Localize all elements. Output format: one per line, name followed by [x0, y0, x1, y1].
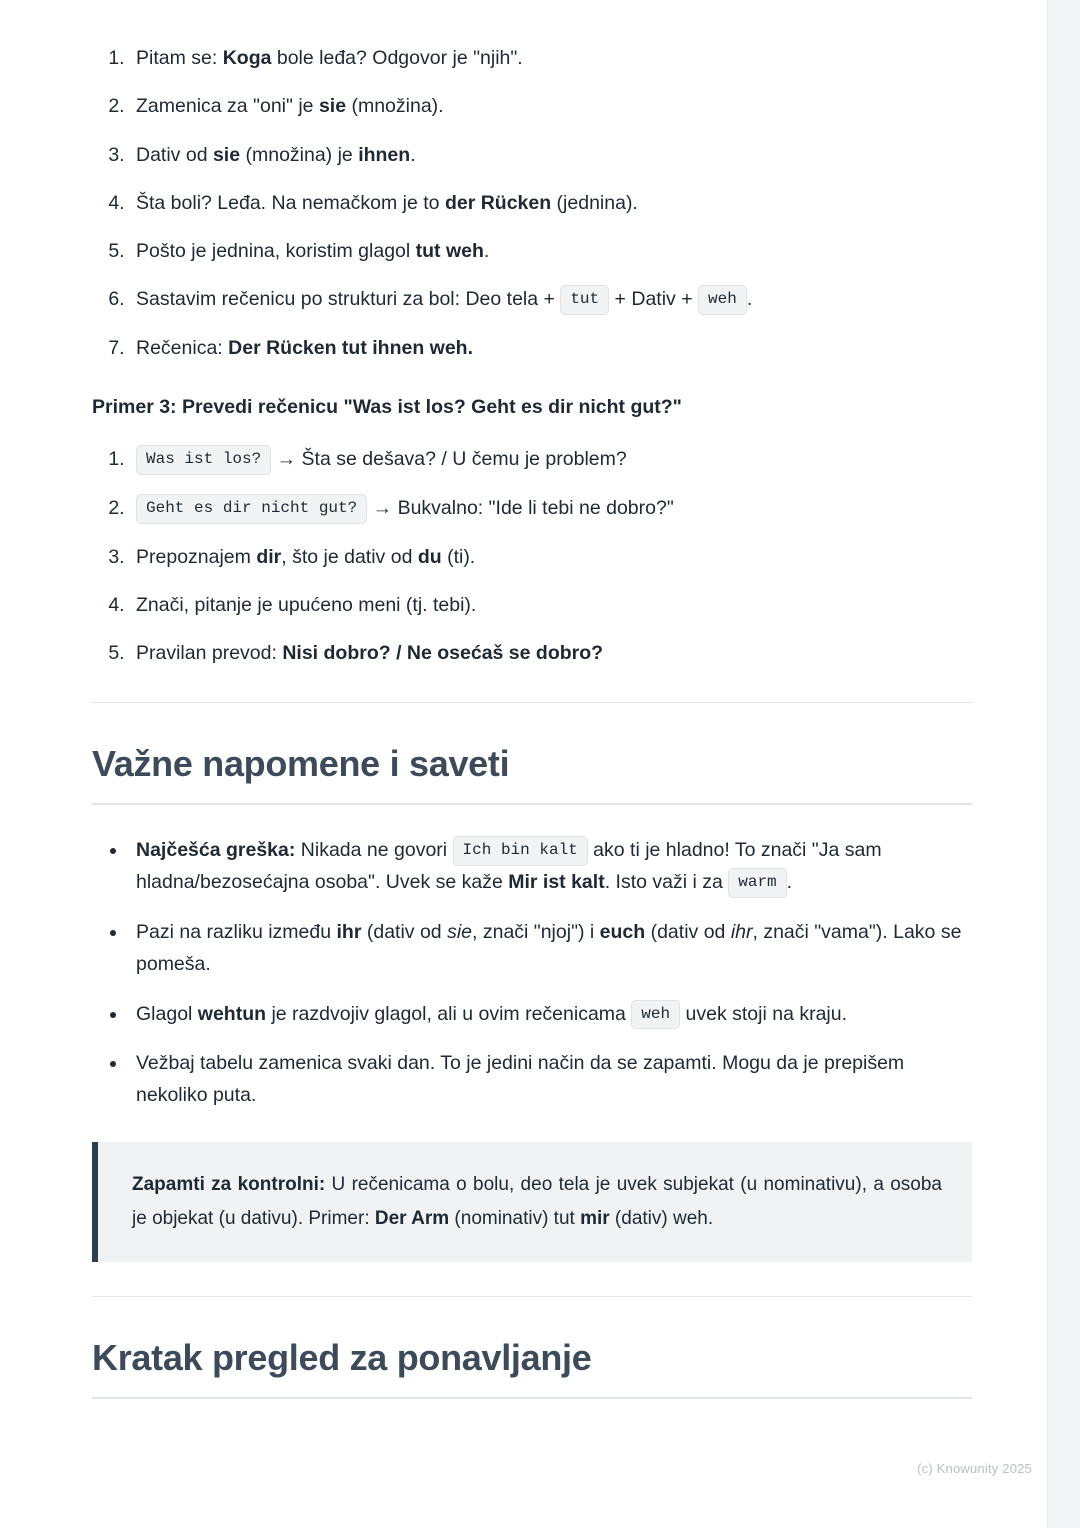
list-item: 2. Geht es dir nicht gut? → Bukvalno: "Ide li tebi ne dobro?": [130, 494, 972, 524]
list-item: 1. Was ist los? → Šta se dešava? / U čemu je problem?: [130, 445, 972, 475]
list-item: 3. Prepoznajem dir, što je dativ od du (ti).: [130, 543, 972, 572]
list-item: 4. Šta boli? Leđa. Na nemačkom je to der Rücken (jednina).: [130, 189, 972, 218]
list-item: 3. Dativ od sie (množina) je ihnen.: [130, 141, 972, 170]
example-3-heading: Primer 3: Prevedi rečenicu "Was ist los? Geht es dir nicht gut?": [92, 396, 682, 419]
steps-list-example-3: [92, 445, 972, 668]
callout-remember: Zapamti za kontrolni: U rečenicama o bolu, deo tela je uvek subjekat (u nominativu), a osoba je objekat (u dativu). Primer: Der Arm (nominativ) tut mir (dativ) weh.: [92, 1142, 972, 1262]
list-item: 5. Pošto je jednina, koristim glagol tut weh.: [130, 237, 972, 266]
section-divider: [92, 702, 972, 703]
scrollbar-track[interactable]: [1047, 0, 1080, 1528]
list-item: • Vežbaj tabelu zamenica svaki dan. To je jedini način da se zapamti. Mogu da je prepišem nekoliko puta.: [128, 1048, 972, 1112]
copyright-footer: (c) Knowunity 2025: [917, 1461, 1032, 1476]
steps-list-top: [92, 44, 972, 363]
section-title-underline: [92, 803, 972, 805]
list-item: • Pazi na razliku između ihr (dativ od sie, znači "njoj") i euch (dativ od ihr, znači "vama"). Lako se pomeša.: [128, 917, 972, 981]
list-item: 1. Pitam se: Koga bole leđa? Odgovor je "njih".: [130, 44, 972, 73]
list-item: 6. Sastavim rečenicu po strukturi za bol: Deo tela + tut + Dativ + weh .: [130, 285, 972, 315]
section-divider-2: [92, 1296, 972, 1297]
document-content: [92, 0, 972, 1489]
list-item: • Glagol wehtun je razdvojiv glagol, ali u ovim rečenicama weh uvek stoji na kraju.: [128, 999, 972, 1031]
list-item: 5. Pravilan prevod: Nisi dobro? / Ne osećaš se dobro?: [130, 639, 972, 668]
list-item: 7. Rečenica: Der Rücken tut ihnen weh.: [130, 334, 972, 363]
section-title-underline-2: [92, 1397, 972, 1399]
section-title-summary: Kratak pregled za ponavljanje: [92, 1336, 592, 1378]
list-item: 4. Znači, pitanje je upućeno meni (tj. tebi).: [130, 591, 972, 620]
notes-list: [92, 835, 972, 1111]
list-item: 2. Zamenica za "oni" je sie (množina).: [130, 92, 972, 121]
section-title-notes: Važne napomene i saveti: [92, 743, 510, 785]
list-item: • Najčešća greška: Nikada ne govori Ich bin kalt ako ti je hladno! To znači "Ja sam hladna/bezosećajna osoba". Uvek se kaže Mir ist kalt. Isto važi i za warm .: [128, 835, 972, 899]
